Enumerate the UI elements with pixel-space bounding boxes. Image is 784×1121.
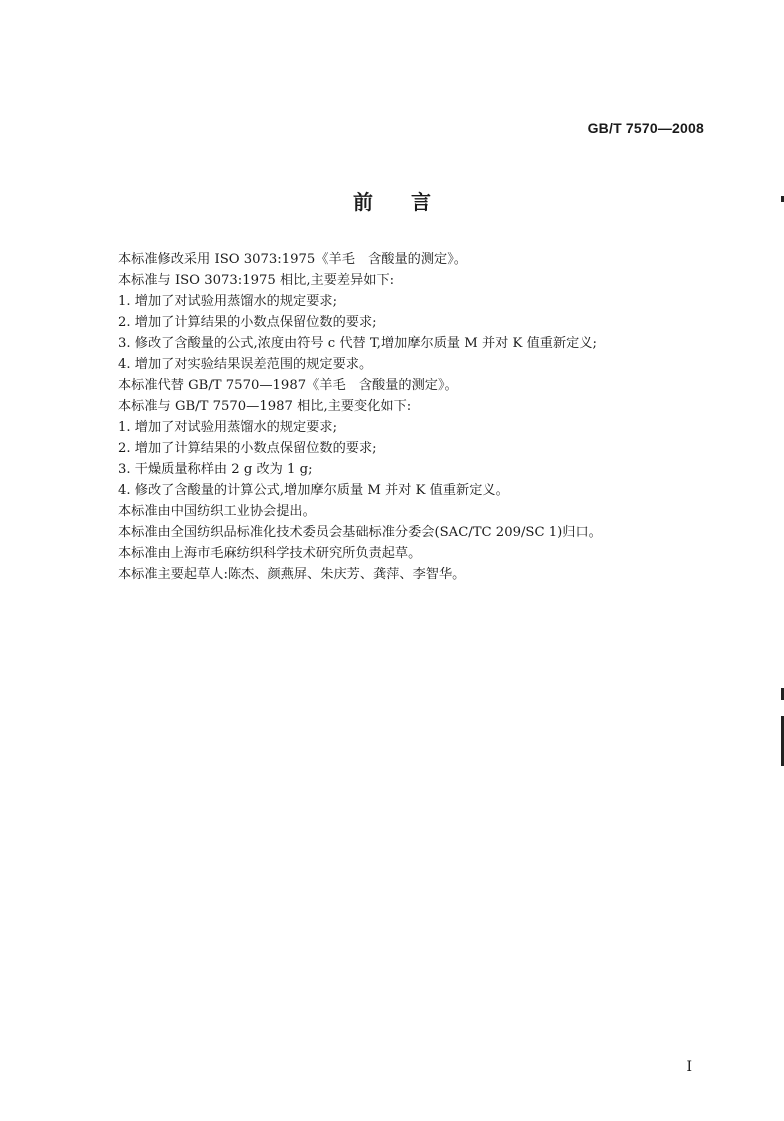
standard-number: GB/T 7570—2008 <box>587 120 704 136</box>
paragraph-line: 本标准主要起草人:陈杰、颜燕屏、朱庆芳、龚萍、李智华。 <box>118 567 466 582</box>
list-item: 4. 修改了含酸量的计算公式,增加摩尔质量 M 并对 K 值重新定义。 <box>118 483 509 498</box>
paragraph-line: 本标准修改采用 ISO 3073:1975《羊毛 含酸量的测定》。 <box>118 252 467 267</box>
list-item: 3. 修改了含酸量的公式,浓度由符号 c 代替 T,增加摩尔质量 M 并对 K 值重新定义; <box>118 336 597 351</box>
list-item: 1. 增加了对试验用蒸馏水的规定要求; <box>118 294 338 309</box>
list-item: 4. 增加了对实验结果误差范围的规定要求。 <box>118 357 373 372</box>
page-number: I <box>686 1059 692 1075</box>
page-title: 前言 <box>353 190 469 214</box>
list-item: 2. 增加了计算结果的小数点保留位数的要求; <box>118 441 377 456</box>
foreword-body <box>118 249 718 585</box>
list-item: 3. 干燥质量称样由 2 g 改为 1 g; <box>118 462 313 477</box>
paragraph-line: 本标准由全国纺织品标准化技术委员会基础标准分委会(SAC/TC 209/SC 1)归口。 <box>118 525 602 540</box>
paragraph-line: 本标准由中国纺织工业协会提出。 <box>118 504 316 519</box>
list-item: 2. 增加了计算结果的小数点保留位数的要求; <box>118 315 377 330</box>
paragraph-line: 本标准与 ISO 3073:1975 相比,主要差异如下: <box>118 273 395 288</box>
paragraph-line: 本标准与 GB/T 7570—1987 相比,主要变化如下: <box>118 399 412 414</box>
paragraph-line: 本标准由上海市毛麻纺织科学技术研究所负责起草。 <box>118 546 422 561</box>
paragraph-line: 本标准代替 GB/T 7570—1987《羊毛 含酸量的测定》。 <box>118 378 458 393</box>
list-item: 1. 增加了对试验用蒸馏水的规定要求; <box>118 420 338 435</box>
